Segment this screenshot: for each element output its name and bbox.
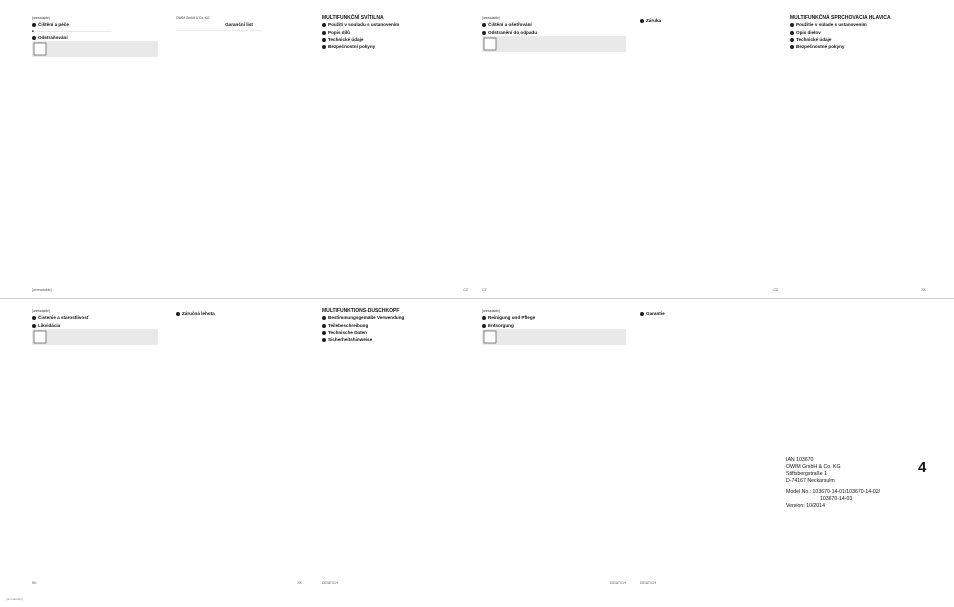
page-number: SK (921, 288, 926, 292)
page-number: CZ (773, 288, 778, 292)
section-heading: Teilebeschreibung (322, 324, 468, 328)
section-heading: Bezpečnostní pokyny (322, 45, 468, 49)
back-cover-block (786, 457, 906, 510)
text-block: [unreadable] (482, 309, 500, 313)
section-heading: Likvidácia (32, 324, 158, 328)
company-name: OWIM GmbH & Co. KG (786, 464, 841, 470)
back-cover (786, 305, 930, 587)
page-number: DE/AT/CH (640, 581, 657, 585)
model-line: Model No.: 103670-14-01/103670-14-02/ (786, 489, 881, 495)
print-footer: [unreadable] (6, 597, 23, 601)
section-heading: Technické údaje (322, 38, 468, 42)
page-number: CZ (482, 288, 487, 292)
section-heading: Popis dílů (322, 31, 468, 35)
text-block: ……………………………………………………………………… (176, 28, 263, 33)
page-top-3 (318, 12, 472, 294)
section-heading: Reinigung und Pflege (482, 316, 626, 320)
text-block: [unreadable] (32, 16, 50, 20)
section-heading: Bestimmungsgemäße Verwendung (322, 316, 468, 320)
street: Stiftsbergstraße 1 (786, 471, 827, 477)
section-heading: Čištění a péče (32, 23, 158, 27)
page-title: MULTIFUNKČNÁ SPRCHOVACIA HLAVICA (790, 15, 891, 21)
section-heading: Garantie (640, 312, 778, 316)
section-heading: Bezpečnostné pokyny (790, 45, 926, 49)
text-block: [unreadable] (482, 16, 500, 20)
page-number: [unreadable] (32, 288, 52, 292)
page-bottom-3 (318, 305, 472, 587)
section-heading: Záručná lehota (176, 312, 302, 316)
page-number: SK (297, 581, 302, 585)
section-heading: Garanční list (225, 22, 253, 28)
section-heading: Technické údaje (790, 38, 926, 42)
section-heading: Opis dielov (790, 31, 926, 35)
page-bottom-1 (28, 305, 162, 587)
section-heading: Použitie v súlade s ustanovením (790, 23, 926, 27)
page-bottom-2 (172, 305, 306, 587)
model-line-2: 103670-14-03 (820, 496, 853, 502)
recycle-box (32, 329, 158, 345)
company-name: OWIM GmbH & Co. KG (176, 16, 210, 20)
section-heading: Entsorgung (482, 324, 626, 328)
text-block: [unreadable] (32, 309, 50, 313)
page-top-1 (28, 12, 162, 294)
page-bottom-4 (478, 305, 630, 587)
page-title: MULTIFUNKČNÍ SVÍTILNA (322, 15, 384, 21)
page-top-5 (636, 12, 782, 294)
version-line: Version: 10/2014 (786, 503, 825, 509)
page-bottom-5 (636, 305, 782, 587)
section-heading: Použití v souladu s ustanovením (322, 23, 468, 27)
cover-page-number: 4 (918, 459, 927, 476)
page-title: MULTIFUNKTIONS-DUSCHKOPF (322, 308, 400, 314)
ian-number: IAN 103670 (786, 457, 814, 463)
recycle-box (32, 41, 158, 57)
section-heading: Odstraňování (32, 36, 158, 40)
page-number: DE/AT/CH (322, 581, 339, 585)
divider (0, 298, 954, 299)
page-top-4 (478, 12, 630, 294)
section-heading: Čistenie a starostlivosť (32, 316, 158, 320)
page-number: SK (32, 581, 37, 585)
page-top-6 (786, 12, 930, 294)
page-number: CZ (463, 288, 468, 292)
page-number: DE/AT/CH (609, 581, 626, 585)
text-block: ■ ……………………………………………………………… (32, 28, 112, 33)
section-heading: Technische Daten (322, 331, 468, 335)
recycle-box (482, 329, 626, 345)
recycle-box (482, 36, 626, 52)
page-top-2 (172, 12, 306, 294)
city: D-74167 Neckarsulm (786, 478, 835, 484)
section-heading: Sicherheitshinweise (322, 338, 468, 342)
section-heading: Čištění a ošetřování (482, 23, 626, 27)
section-heading: Odstranění do odpadu (482, 31, 626, 35)
section-heading: Záruka (640, 19, 778, 23)
